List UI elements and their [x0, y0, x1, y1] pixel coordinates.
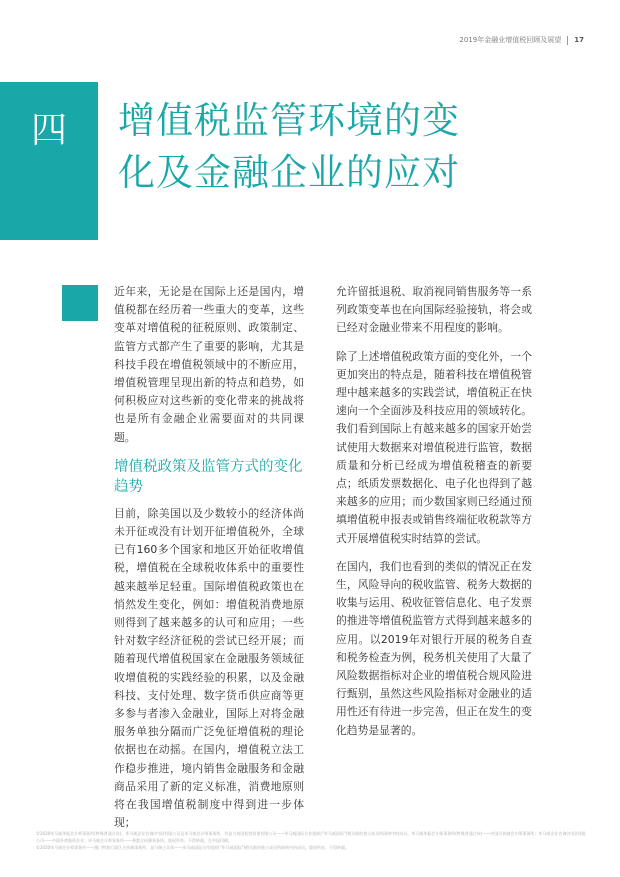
left-column — [114, 283, 304, 842]
intro-paragraph: 近年来，无论是在国际上还是国内，增值税都在经历着一些重大的变革，这些变革对增值税的征税原则、政策制定、监管方式都产生了重要的影响，尤其是科技手段在增值税领域中的不断应用，增值税管理呈现出新的特点和趋势，如何积极应对这些新的变化带来的挑战将也是所有金融企业需要面对的共同课题。 — [114, 285, 304, 444]
chapter-title — [118, 95, 498, 199]
body-paragraph: 允许留抵退税、取消视同销售服务等一系列政策变革也在向国际经验接轨，将会或已经对金融业带来不用程度的影响。 — [336, 285, 532, 335]
chapter-number: 四 — [30, 110, 67, 151]
page-header — [459, 35, 584, 45]
right-column — [336, 283, 532, 750]
body-paragraph: 目前，除美国以及少数较小的经济体尚未开征或没有计划开征增值税外，全球已有160多个国家和地区开始征收增值税，增值税在全球税收体系中的重要性越来越举足轻重。国际增值税政策也在悄然发生变化，例如：增值税消费地原则得到了越来越多的认可和应用；一些针对数字经济征税的尝试已经开展；而随着现代增值税国家在金融服务领域征收增值税的实践经验的积累，以及金融科技、支付处理、数字货币供应商等更多参与者渗入金融业，国际上对将金融服务单独分隔而广泛免征增值税的理论依据也在动摇。在国内，增值税立法工作稳步推进，境内销售金融服务和金融商品采用了新的定义标准，消费地原则将在我国增值税制度中得到进一步体现； — [114, 506, 304, 830]
footer-line: ©2020毕马威会计师事务所——澳门特别行政区合伙制事务所，是与瑞士实体——毕马威国际合作组织("毕马威国际")相关联的独立成员所网络中的成员。版权所有，不得转载。 — [36, 845, 349, 850]
chapter-block — [0, 82, 98, 240]
copyright-footer — [36, 830, 586, 851]
footer-line: ©2020毕马威华振会计师事务所(特殊普通合伙)、毕马威企业咨询(中国)有限公司及毕马威会计师事务所，均是与英国私营担保有限公司——毕马威国际合作组织("毕马威国际")相关联的独立成员所网络中的成员。毕马威华振会计师事务所(特殊普通合伙)——中国合伙制会计师事务所；毕马威企业咨询(中国)有限公司——中国外商独资企业；毕马威会计师事务所——香港合伙制事务所。版权所有，不得转载。在中国印刷。 — [36, 831, 586, 843]
report-title: 2019年金融业增值税回顾及展望 — [459, 36, 562, 44]
chapter-title-line2: 化及金融企业的应对 — [118, 151, 460, 194]
section-subheading: 增值税政策及监管方式的变化趋势 — [114, 458, 303, 495]
page-number: 17 — [574, 36, 584, 44]
chapter-title-line1: 增值税监管环境的变 — [118, 99, 460, 142]
header-divider — [567, 36, 568, 45]
accent-square — [62, 285, 98, 321]
body-paragraph: 在国内，我们也看到的类似的情况正在发生，风险导向的税收监管、税务大数据的收集与运用、税收征管信息化、电子发票的推进等增值税监管方式得到越来越多的应用。以2019年对银行开展的税务自查和税务检查为例，税务机关使用了大量了风险数据指标对企业的增值税合规风险进行甄别，虽然这些风险指标对金融业的适用性还有待进一步完善，但正在发生的变化趋势是显著的。 — [336, 559, 532, 737]
body-paragraph: 除了上述增值税政策方面的变化外，一个更加突出的特点是，随着科技在增值税管理中越来越多的实践尝试，增值税正在快速向一个全面涉及科技应用的领域转化。我们看到国际上有越来越多的国家开始尝试使用大数据来对增值税进行监管，数据质量和分析已经成为增值税稽查的新要点；纸质发票数据化、电子化也得到了越来越多的应用；而少数国家则已经通过预填增值税申报表或销售终端征收税款等方式开展增值税实时结算的尝试。 — [336, 349, 532, 545]
